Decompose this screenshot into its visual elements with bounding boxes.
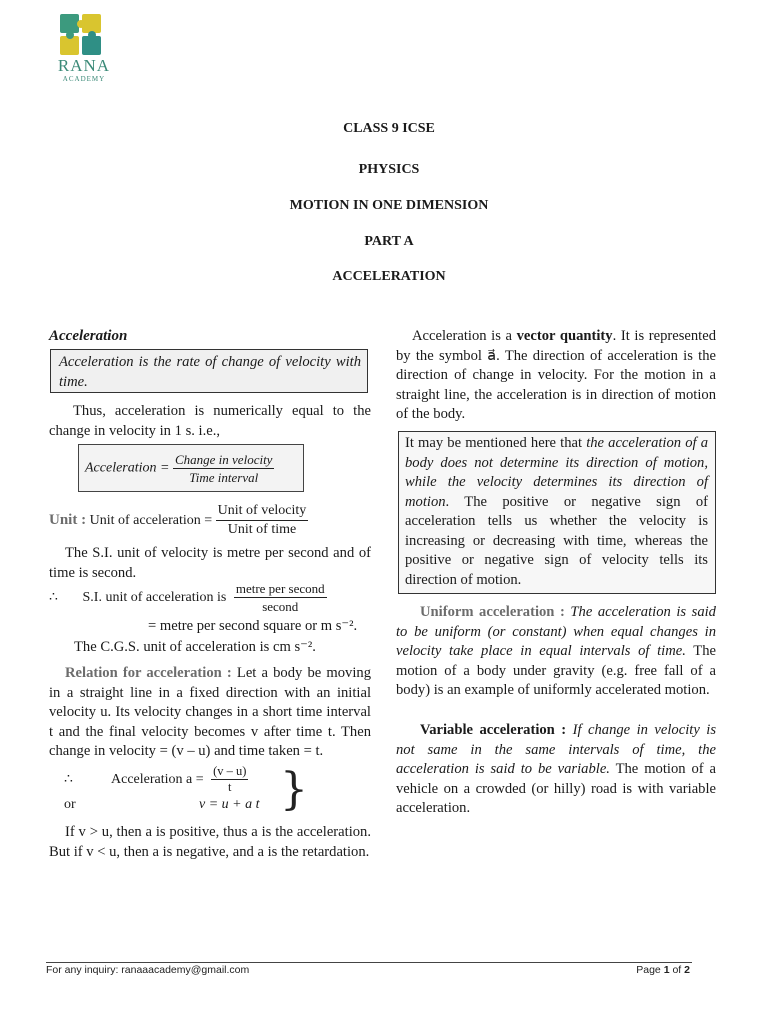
equation-therefore: ∴ xyxy=(64,772,73,787)
unit-label: Unit : xyxy=(49,511,87,528)
heading-class: CLASS 9 ICSE xyxy=(343,121,435,136)
logo-subtitle: ACADEMY xyxy=(62,75,106,83)
note-text-c: . The positive or negative sign of acceleration tells us whether the velocity is increasing or decreasing with time, whereas the positive or negative sign of velocity tells its direction of motion. xyxy=(405,493,708,588)
si-unit-line xyxy=(49,580,327,615)
equation-acceleration-lhs: Acceleration a = xyxy=(111,771,204,787)
logo-name: RANA xyxy=(57,56,111,75)
formula-box xyxy=(78,444,304,492)
note-box xyxy=(398,431,716,594)
si-unit-denominator: second xyxy=(262,599,299,614)
footer-page-total: 2 xyxy=(684,964,690,976)
uniform-text: The motion of a body under gravity (e.g. free fall of a body) is an example of uniformly accelerated motion. xyxy=(396,643,716,698)
section-title: Acceleration xyxy=(49,328,128,344)
formula-numerator: Change in velocity xyxy=(174,452,273,467)
heading-subject: PHYSICS xyxy=(358,162,420,177)
relation-text: Let a body be moving in a straight line in a fixed direction with an initial velocity u. Its velocity changes in a short time interval t and the final velocity becomes v after time t. Then change in velocity = (v – u) and time taken = t. xyxy=(49,665,371,759)
si-velocity-text: The S.I. unit of velocity is metre per second and of time is second. xyxy=(49,545,371,581)
si-unit-numerator: metre per second xyxy=(235,581,325,596)
variable-label: Variable acceleration : xyxy=(420,722,567,738)
vector-paragraph xyxy=(396,327,716,425)
heading-chapter: MOTION IN ONE DIMENSION xyxy=(289,198,489,213)
vector-text-c: . It is represented by the symbol a⃗. The direction of acceleration is the direction of change in velocity. For the motion in a straight line, the acceleration is in direction of motion of the body. xyxy=(396,328,717,422)
formula-lhs: Acceleration = xyxy=(85,460,170,476)
logo-puzzle-icon xyxy=(60,14,102,56)
equation-or: or xyxy=(64,797,76,812)
formula-fraction xyxy=(173,451,274,486)
equation-fraction xyxy=(211,764,248,795)
footer-inquiry: For any inquiry: ranaaacademy@gmail.com xyxy=(46,964,250,976)
relation-paragraph xyxy=(49,664,371,762)
equation-acceleration xyxy=(111,764,248,795)
equation-brace: } xyxy=(280,764,308,815)
unit-numerator: Unit of velocity xyxy=(216,502,309,521)
variable-paragraph xyxy=(396,721,716,819)
footer-page-of: of xyxy=(672,964,682,976)
equation-denominator: t xyxy=(228,780,232,794)
paragraph-numeric: Thus, acceleration is numerically equal to the change in velocity in 1 s. i.e., xyxy=(49,403,371,439)
unit-line xyxy=(49,502,308,539)
relation-label: Relation for acceleration : xyxy=(65,665,232,681)
si-unit-lhs: S.I. unit of acceleration is xyxy=(82,589,227,605)
retardation-paragraph: If v > u, then a is positive, thus a is the acceleration. But if v < u, then a is negative, and a is the retardation. xyxy=(49,824,371,860)
uniform-paragraph xyxy=(396,603,716,701)
vector-text-a: Acceleration is a xyxy=(412,328,517,344)
equation-velocity: v = u + a t xyxy=(199,797,260,812)
si-result: = metre per second square or m s⁻². xyxy=(148,618,358,634)
cgs-unit: The C.G.S. unit of acceleration is cm s⁻². xyxy=(74,639,316,655)
heading-part: PART A xyxy=(364,234,414,249)
unit-lhs: Unit of acceleration = xyxy=(89,512,213,528)
heading-topic: ACCELERATION xyxy=(332,269,446,284)
footer-divider xyxy=(46,962,692,963)
variable-definition: If change in velocity is not same in the same intervals of time, the acceleration is said to be variable. xyxy=(396,722,716,777)
note-text-a: It may be mentioned here that xyxy=(405,435,587,451)
note-italic: the acceleration of a body does not determine its direction of motion, while the velocity determines its direction of motion xyxy=(405,435,708,510)
footer-page xyxy=(636,964,690,976)
rana-academy-logo xyxy=(56,12,112,92)
footer-page-number: 1 xyxy=(663,964,670,976)
vector-quantity-term: vector quantity xyxy=(516,328,613,344)
formula-denominator: Time interval xyxy=(189,470,259,485)
variable-text: The motion of a vehicle on a crowded (or hilly) road is with variable acceleration. xyxy=(396,761,716,816)
equation-numerator: (v – u) xyxy=(213,764,247,778)
uniform-definition: The acceleration is said to be uniform (or constant) when equal changes in velocity take place in equal intervals of time. xyxy=(396,604,716,659)
footer-page-label: Page xyxy=(636,964,661,976)
therefore-symbol: ∴ xyxy=(49,589,58,605)
uniform-label: Uniform acceleration : xyxy=(420,604,565,620)
unit-denominator: Unit of time xyxy=(227,522,297,537)
si-unit-fraction xyxy=(234,580,327,615)
definition-box: Acceleration is the rate of change of velocity with time. xyxy=(50,349,368,393)
unit-fraction xyxy=(216,502,309,539)
